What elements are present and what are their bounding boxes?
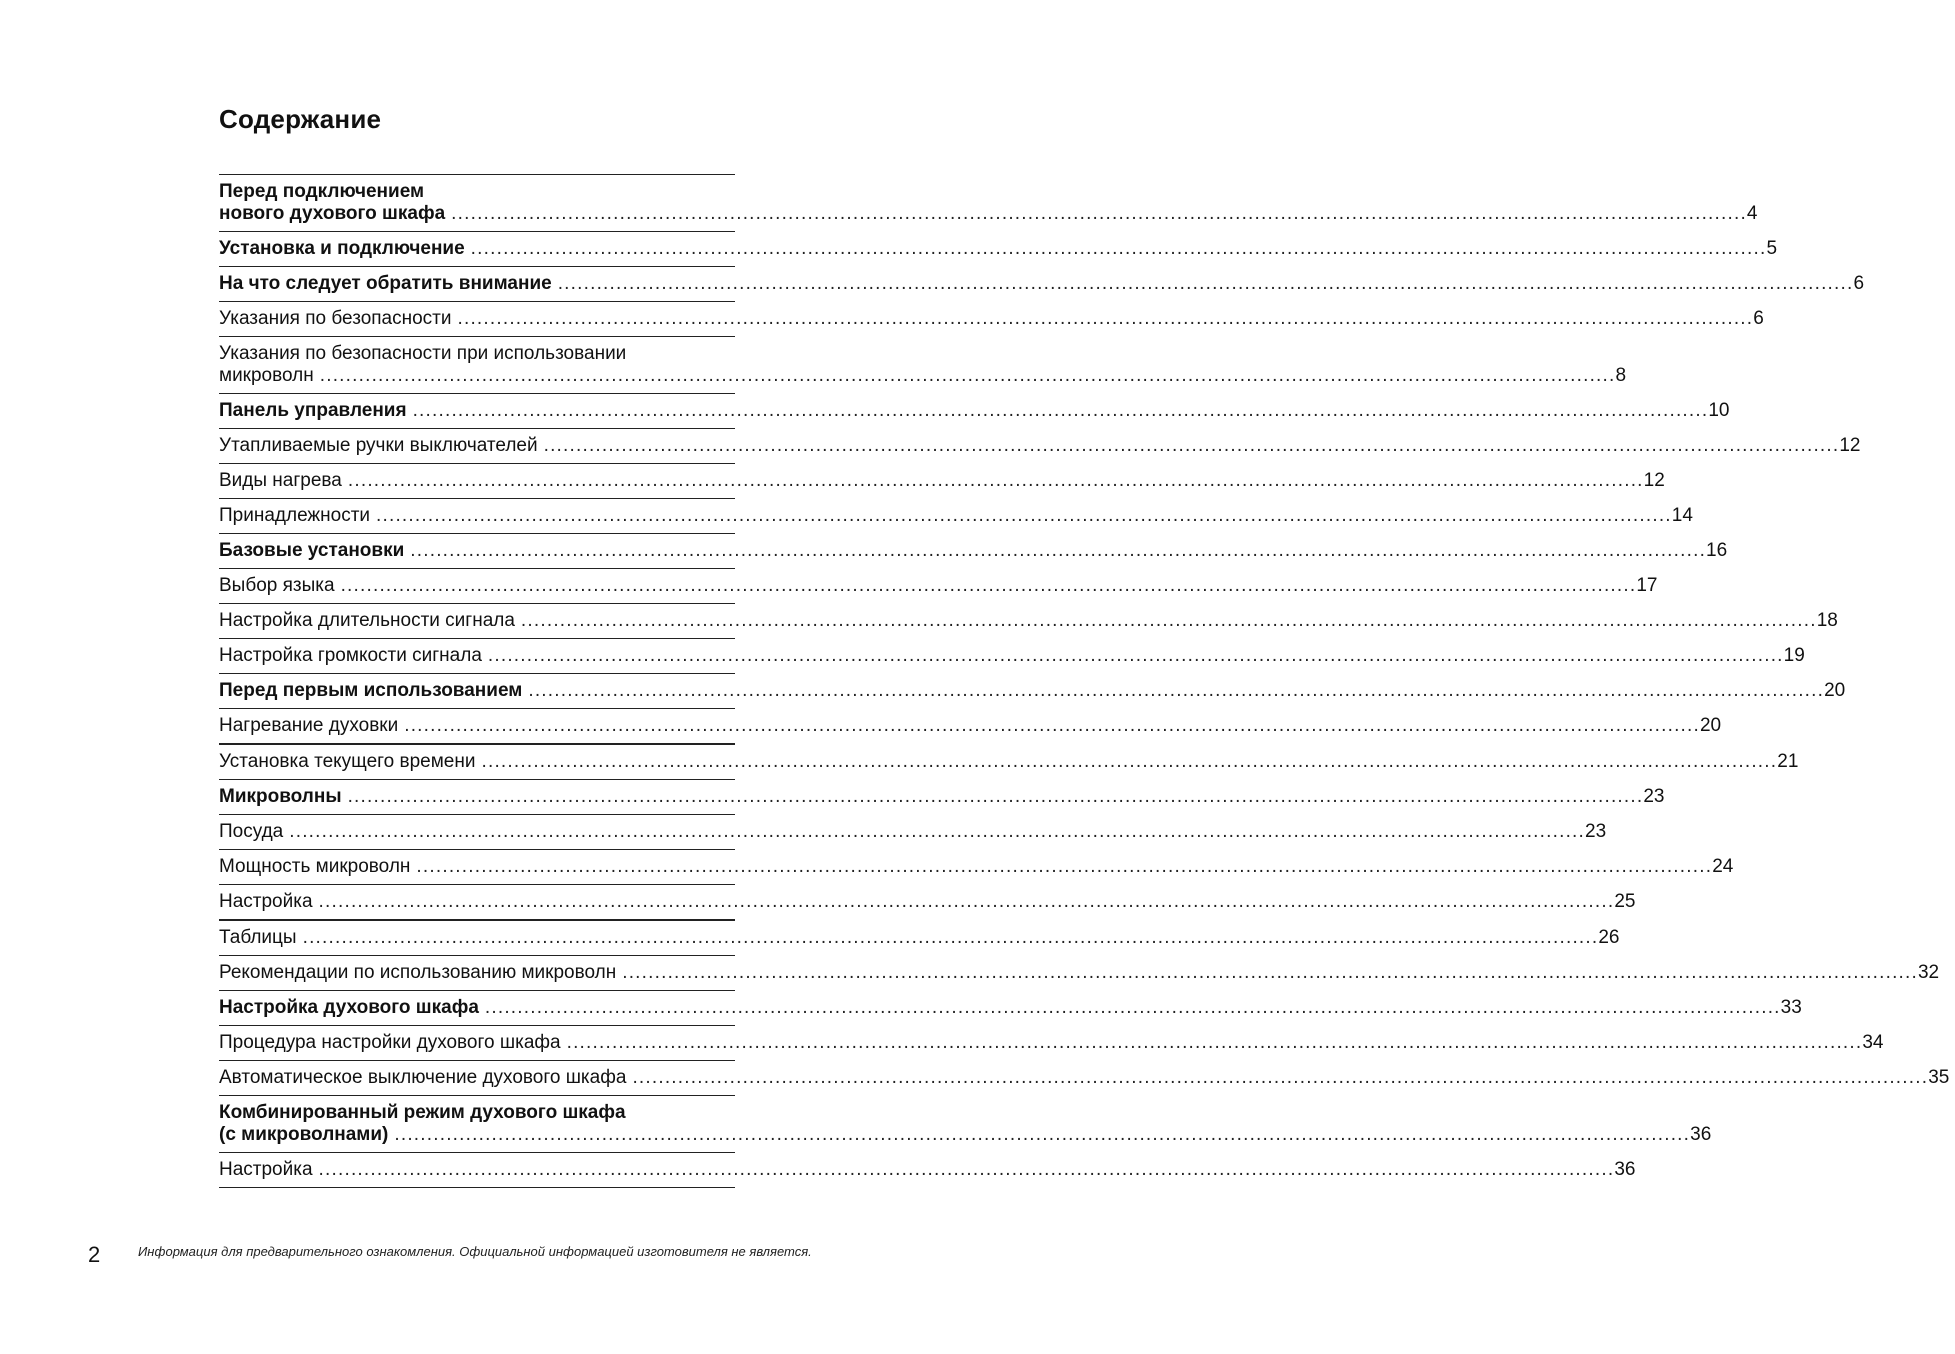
dot-leader: ........................................................................................................................................................................................................ — [347, 470, 1644, 491]
toc-entry[interactable] — [219, 394, 1730, 429]
toc-entry[interactable] — [219, 1153, 1636, 1188]
toc-entry-title: Указания по безопасности — [219, 308, 452, 329]
toc-entry-title: нового духового шкафа — [219, 203, 446, 224]
toc-entry-title-line: Указания по безопасности при использовании — [219, 343, 627, 364]
dot-leader: ........................................................................................................................................................................................................ — [412, 400, 1709, 421]
toc-entry-page: 18 — [1816, 610, 1838, 631]
page-title: Содержание — [219, 104, 382, 134]
dot-leader: ........................................................................................................................................................................................................ — [632, 1067, 1929, 1088]
toc-entry[interactable] — [219, 604, 1838, 639]
toc-entry-page: 4 — [1746, 203, 1758, 224]
toc-entry[interactable] — [219, 885, 1636, 921]
dot-leader: ........................................................................................................................................................................................................ — [487, 645, 1784, 666]
toc-entry-page: 21 — [1777, 751, 1799, 772]
toc-entry-title: микроволн — [219, 365, 314, 386]
dot-leader: ........................................................................................................................................................................................................ — [318, 891, 1615, 912]
dot-leader: ........................................................................................................................................................................................................ — [557, 273, 1854, 294]
toc-entry-title: Настройка громкости сигнала — [219, 645, 482, 666]
dot-leader: ........................................................................................................................................................................................................ — [622, 962, 1918, 983]
toc-entry[interactable] — [219, 1026, 1884, 1061]
toc-entry[interactable] — [219, 232, 1778, 267]
toc-entry-page: 8 — [1615, 365, 1627, 386]
dot-leader: ........................................................................................................................................................................................................ — [302, 927, 1599, 948]
dot-leader: ........................................................................................................................................................................................................ — [319, 365, 1616, 386]
dot-leader: ........................................................................................................................................................................................................ — [543, 435, 1840, 456]
toc-entry-page: 36 — [1690, 1124, 1712, 1145]
toc-entry-title: Панель управления — [219, 400, 407, 421]
toc-entry-page: 12 — [1839, 435, 1861, 456]
toc-entry-title: На что следует обратить внимание — [219, 273, 552, 294]
toc-entry-page: 20 — [1824, 680, 1846, 701]
dot-leader: ........................................................................................................................................................................................................ — [457, 308, 1754, 329]
dot-leader: ........................................................................................................................................................................................................ — [347, 786, 1644, 807]
toc-entry[interactable] — [219, 745, 1799, 780]
toc-entry-page: 23 — [1643, 786, 1665, 807]
toc-entry-page: 14 — [1671, 505, 1693, 526]
dot-leader: ........................................................................................................................................................................................................ — [451, 203, 1747, 224]
table-of-contents — [219, 174, 1950, 1188]
toc-entry-title: Мощность микроволн — [219, 856, 411, 877]
toc-entry-page: 32 — [1917, 962, 1940, 983]
toc-entry-title-line: Перед подключением — [219, 181, 425, 202]
toc-entry-page: 5 — [1766, 238, 1778, 259]
dot-leader: ........................................................................................................................................................................................................ — [410, 540, 1707, 561]
dot-leader: ........................................................................................................................................................................................................ — [318, 1159, 1615, 1180]
toc-entry-title-line: Комбинированный режим духового шкафа — [219, 1102, 626, 1123]
toc-entry[interactable] — [219, 850, 1734, 885]
toc-entry[interactable] — [219, 1096, 1712, 1153]
dot-leader: ........................................................................................................................................................................................................ — [376, 505, 1672, 526]
toc-entry-page: 16 — [1706, 540, 1728, 561]
toc-entry-page: 6 — [1853, 273, 1865, 294]
toc-entry[interactable] — [219, 780, 1665, 815]
toc-entry-title: Принадлежности — [219, 505, 371, 526]
toc-entry-title: Выбор языка — [219, 575, 335, 596]
toc-entry-title: Настройка — [219, 891, 313, 912]
toc-entry[interactable] — [219, 464, 1665, 499]
footer-note: Информация для предварительного ознакомления. Официальной информацией изготовителя не является. — [138, 1244, 812, 1259]
dot-leader: ........................................................................................................................................................................................................ — [394, 1124, 1691, 1145]
dot-leader: ........................................................................................................................................................................................................ — [470, 238, 1767, 259]
toc-entry-title: Базовые установки — [219, 540, 405, 561]
dot-leader: ........................................................................................................................................................................................................ — [404, 715, 1700, 736]
toc-entry[interactable] — [219, 569, 1658, 604]
toc-entry[interactable] — [219, 921, 1620, 956]
toc-entry-title: Перед первым использованием — [219, 680, 523, 701]
toc-entry-page: 6 — [1753, 308, 1764, 329]
toc-entry-title: Настройка духового шкафа — [219, 997, 479, 1018]
toc-entry-title: Установка и подключение — [219, 238, 465, 259]
toc-entry-page: 26 — [1598, 927, 1620, 948]
toc-entry[interactable] — [219, 956, 1940, 991]
toc-entry-page: 17 — [1636, 575, 1658, 596]
toc-entry-title: Процедура настройки духового шкафа — [219, 1032, 561, 1053]
toc-entry-title: Установка текущего времени — [219, 751, 476, 772]
toc-entry[interactable] — [219, 991, 1802, 1026]
toc-entry-page: 33 — [1780, 997, 1802, 1018]
toc-entry-title: Настройка длительности сигнала — [219, 610, 515, 631]
toc-entry[interactable] — [219, 267, 1865, 302]
dot-leader: ........................................................................................................................................................................................................ — [416, 856, 1713, 877]
toc-entry-page: 10 — [1708, 400, 1730, 421]
toc-entry[interactable] — [219, 499, 1693, 534]
toc-entry-title: Настройка — [219, 1159, 313, 1180]
page-number: 2 — [88, 1242, 101, 1267]
toc-entry-title: Таблицы — [219, 927, 297, 948]
toc-entry-page: 34 — [1862, 1032, 1884, 1053]
toc-entry-title: Утапливаемые ручки выключателей — [219, 435, 538, 456]
toc-entry-page: 19 — [1783, 645, 1805, 666]
dot-leader: ........................................................................................................................................................................................................ — [289, 821, 1586, 842]
toc-entry-page: 36 — [1614, 1159, 1636, 1180]
toc-entry-page: 25 — [1614, 891, 1636, 912]
dot-leader: ........................................................................................................................................................................................................ — [484, 997, 1781, 1018]
toc-entry-title: Микроволны — [219, 786, 342, 807]
toc-entry-title: (с микроволнами) — [219, 1124, 389, 1145]
dot-leader: ........................................................................................................................................................................................................ — [340, 575, 1637, 596]
toc-entry-page: 24 — [1712, 856, 1734, 877]
toc-entry[interactable] — [219, 302, 1764, 337]
toc-entry-title: Виды нагрева — [219, 470, 342, 491]
toc-entry-page: 20 — [1699, 715, 1722, 736]
toc-entry-title: Рекомендации по использованию микроволн — [219, 962, 617, 983]
toc-entry-page: 35 — [1928, 1067, 1950, 1088]
toc-entry[interactable] — [219, 639, 1805, 674]
toc-entry-title: Посуда — [219, 821, 284, 842]
toc-entry[interactable] — [219, 815, 1607, 850]
toc-entry-title: Автоматическое выключение духового шкафа — [219, 1067, 627, 1088]
dot-leader: ........................................................................................................................................................................................................ — [520, 610, 1817, 631]
dot-leader: ........................................................................................................................................................................................................ — [566, 1032, 1863, 1053]
toc-entry[interactable] — [219, 429, 1861, 464]
toc-entry[interactable] — [219, 337, 1627, 394]
toc-entry-page: 12 — [1643, 470, 1665, 491]
toc-entry[interactable] — [219, 175, 1758, 232]
toc-entry-page: 23 — [1585, 821, 1607, 842]
dot-leader: ........................................................................................................................................................................................................ — [481, 751, 1778, 772]
toc-entry[interactable] — [219, 674, 1846, 709]
toc-entry[interactable] — [219, 1061, 1950, 1096]
toc-entry[interactable] — [219, 709, 1722, 745]
toc-entry-title: Нагревание духовки — [219, 715, 399, 736]
toc-entry[interactable] — [219, 534, 1728, 569]
dot-leader: ........................................................................................................................................................................................................ — [528, 680, 1825, 701]
